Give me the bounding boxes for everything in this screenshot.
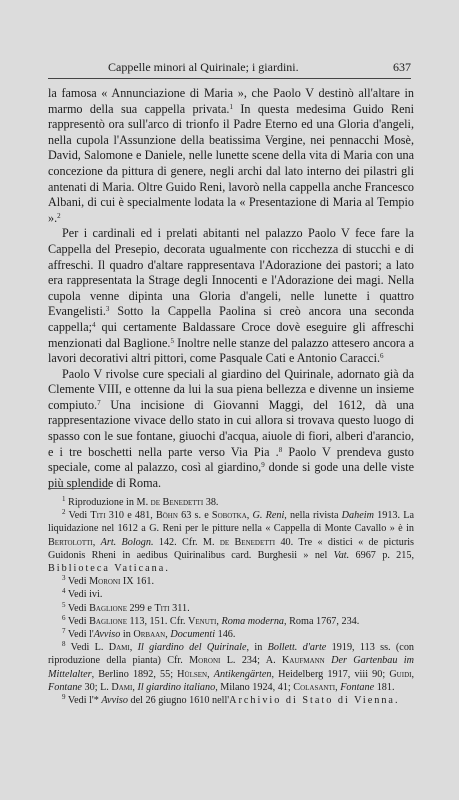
footnote-marker: 4 xyxy=(62,587,66,596)
author-name: Dami xyxy=(111,681,133,693)
footnote xyxy=(48,509,414,575)
text-run: In questa medesima Guido Reni rappresentò ora sull'arco di trionfo il Padre Eterno ed una Gloria d'angeli, nella cupola l'Assunzione della beatissima Vergine, nei pennacchi Mosè, David, Salomone e Daniele, nelle lunette scene della vita di Maria con una concezione da pittura di genere, negli archi dal lato interno dei pilastri gli antenati di Maria. Oltre Guido Reni, lavorò nella cappella anche Francesco Albani, di cui è specialmente lodata la « Presentazione di Maria al Tempio ». xyxy=(48,101,414,225)
text-run: Vedi l' xyxy=(65,629,94,641)
footnote-marker: 2 xyxy=(57,211,61,220)
title-italic: Der Gartenbau im Mittelalter xyxy=(48,655,414,680)
footnote xyxy=(48,641,414,694)
footnote-marker: 6 xyxy=(62,613,66,622)
footnote-marker: 8 xyxy=(62,640,66,649)
footnote-marker: 3 xyxy=(105,305,110,314)
text-run: Vedi xyxy=(65,602,90,614)
text-run: donde si gode una delle viste più splendide di Roma. xyxy=(48,460,414,490)
author-name: Titi xyxy=(154,602,170,614)
footnote-marker: 3 xyxy=(62,574,66,583)
text-run: 6967 p. 215, xyxy=(349,549,415,561)
text-run: Per i cardinali ed i prelati abitanti nel palazzo Paolo V fece fare la Cappella del Presepio, decorata ugualmente con ricchezza di stucchi e di affreschi. Il quadro d'altare rappresentava l'Adorazione dei pastori; a lato era rappresentata la Strage degli Innocenti e l'Adorazione dei magi. Nella cupola venne dipinta una Gloria d'angeli, nelle lunette i quattro Evangelisti. xyxy=(48,226,414,319)
title-italic: Daheim xyxy=(341,510,374,522)
author-name: Guidi xyxy=(389,668,412,680)
text-run: Una incisione di Giovanni Maggi, del 1612, dà una rappresentazione vivace dello stato in cui allora si trovava questo luogo di spasso con le sue fontane, giuochi d'acqua, aiuole di fiori, alberi d'arancio, e i tre boschetti nella parte verso Via Pia . xyxy=(48,397,414,459)
text-run: 310 e 481, xyxy=(105,510,156,522)
text-run: qui certamente Baldassare Croce dovè eseguire gli affreschi menzionati dal Baglione. xyxy=(48,319,414,350)
text-run: , Milano 1924, 41; xyxy=(215,681,294,693)
footnote-marker: 1 xyxy=(62,495,66,503)
text-run: , xyxy=(335,681,341,693)
text-run: Vedi l'* xyxy=(65,695,102,707)
text-run: , xyxy=(246,510,253,522)
footnote-marker: 7 xyxy=(62,627,66,636)
author-name: Sobotka xyxy=(211,510,247,522)
title-italic: Roma moderna xyxy=(221,615,285,627)
footnote-marker: 5 xyxy=(170,336,174,345)
footnote-marker: 8 xyxy=(278,445,283,454)
paragraph xyxy=(48,367,414,492)
footnote xyxy=(48,575,414,588)
text-run: Riproduzione in M. xyxy=(65,497,151,508)
author-name: Titi xyxy=(90,510,106,522)
footnote-marker: 2 xyxy=(62,508,66,517)
footnote-marker: 9 xyxy=(62,693,66,702)
author-name: Kaufmann xyxy=(281,655,325,667)
footnote-marker: 1 xyxy=(229,102,233,111)
body-text xyxy=(48,86,414,491)
footnote-marker: 5 xyxy=(62,600,66,609)
text-run: , Heidelberg 1917, viii 90; xyxy=(271,668,390,680)
text-run: 299 e xyxy=(127,602,155,614)
text-run: 38. xyxy=(203,497,219,508)
title-italic: Fontane xyxy=(48,681,82,693)
author-name: Bertolotti xyxy=(48,536,93,548)
text-run: , xyxy=(92,536,101,548)
text-run: Paolo V rivolse cure speciali al giardino del Quirinale, adornato già da Clemente VIII, e ottenne da lui la sua piena bellezza e divenne un insieme compiuto. xyxy=(48,366,414,412)
footnote xyxy=(48,694,414,707)
text-run: Inoltre nelle stanze del palazzo attesero ancora a lavori decorativi altri pittori, come Pasquale Cati e Antonio Caracci. xyxy=(48,335,414,366)
title-italic: Antikengärten xyxy=(213,668,272,680)
text-run: in xyxy=(120,629,134,641)
header-rule xyxy=(48,78,411,79)
author-name: Venuti xyxy=(188,615,217,627)
footnote-marker: 7 xyxy=(97,398,101,407)
text-run: 1919, 113 ss. (con riproduzione della pianta) Cfr. xyxy=(48,642,415,667)
footnote-marker: 6 xyxy=(380,352,384,361)
text-run: . xyxy=(165,563,168,575)
text-run: . xyxy=(394,695,398,707)
footnotes xyxy=(48,496,414,707)
text-run: , in xyxy=(246,642,268,654)
author-name: de Benedetti xyxy=(150,497,204,508)
title-italic: Il giardino italiano xyxy=(137,681,216,693)
footnote xyxy=(48,615,414,628)
text-run: , xyxy=(207,668,214,680)
footnote-marker: 9 xyxy=(261,461,265,470)
text-run: Vedi xyxy=(65,615,90,627)
title-italic: Il giardino del Quirinale xyxy=(137,642,247,654)
title-italic: G. Reni xyxy=(252,510,285,522)
running-header xyxy=(48,58,411,76)
author-name: Colasanti xyxy=(293,681,336,693)
author-name: de Benedetti xyxy=(219,536,276,548)
page-number: 637 xyxy=(393,60,411,74)
footnote xyxy=(48,602,414,615)
author-name: Böhn xyxy=(155,510,178,522)
text-run: Vedi xyxy=(65,510,91,522)
text-run: L. 234; A. xyxy=(220,655,282,667)
paragraph xyxy=(48,86,414,226)
author-name: Moroni xyxy=(189,655,221,667)
text-run: 30; L. xyxy=(81,681,112,693)
text-run: Vedi L. xyxy=(65,642,109,654)
title-italic: Avviso xyxy=(93,629,121,641)
text-run: , xyxy=(165,629,171,641)
text-run: IX 161. xyxy=(120,576,154,588)
footnote xyxy=(48,496,414,509)
text-run: Paolo V prendeva gusto speciale, come al palazzo, così al giardino, xyxy=(48,444,414,475)
author-name: Baglione xyxy=(89,602,127,614)
text-run: 311. xyxy=(169,602,190,614)
text-run: , xyxy=(411,668,415,680)
title-italic: Vat. xyxy=(333,549,350,561)
text-run: 142. Cfr. M. xyxy=(153,536,220,548)
text-run: Vedi xyxy=(65,576,90,588)
text-run: la famosa « Annunciazione di Maria », che Paolo V destinò all'altare in marmo della sua cappella privata. xyxy=(48,86,414,116)
author-name: Hülsen xyxy=(177,668,208,680)
author-name: Dami xyxy=(108,642,130,654)
author-name: Orbaan xyxy=(133,629,166,641)
footnote-marker: 4 xyxy=(91,320,96,329)
spaced-text: Archivio di Stato di Vienna xyxy=(229,695,395,707)
text-run: 1913. La liquidazione nel 1612 a G. Reni per le pitture nella « Cappella di Monte Cavallo » è in xyxy=(48,510,414,535)
paragraph xyxy=(48,226,414,366)
title-italic: Bollett. d'arte xyxy=(267,642,327,654)
title-italic: Art. Bologn. xyxy=(100,536,154,548)
text-run: Sotto la Cappella Paolina si creò ancora una seconda cappella; xyxy=(48,304,414,334)
text-run: , Berlino 1892, 55; xyxy=(91,668,178,680)
author-name: Baglione xyxy=(89,615,127,627)
running-title: Cappelle minori al Quirinale; i giardini. xyxy=(108,60,299,74)
text-run: 181. xyxy=(374,681,395,693)
footnote-separator xyxy=(48,488,110,489)
title-italic: Fontane xyxy=(340,681,375,693)
text-run: Vedi ivi. xyxy=(65,589,103,601)
text-run: , Roma 1767, 234. xyxy=(284,615,360,627)
text-run: , xyxy=(216,615,222,627)
text-run: , xyxy=(129,642,138,654)
title-italic: Avviso xyxy=(101,695,128,707)
text-run: 146. xyxy=(215,629,236,641)
footnote xyxy=(48,628,414,641)
text-run: , xyxy=(132,681,138,693)
text-run: del 26 giugno 1610 nell' xyxy=(127,695,230,707)
text-run: 63 s. e xyxy=(177,510,212,522)
text-run: 40. Tre « distici « de picturis Guidonis Rheni in aedibus Quirinalibus card. Burghesii » nel xyxy=(48,536,415,561)
title-italic: Documenti xyxy=(170,629,216,641)
author-name: Moroni xyxy=(89,576,121,588)
text-run: , nella rivista xyxy=(284,510,342,522)
text-run: 113, 151. Cfr. xyxy=(127,615,189,627)
spaced-text: Biblioteca Vaticana xyxy=(48,563,166,575)
footnote xyxy=(48,588,414,601)
